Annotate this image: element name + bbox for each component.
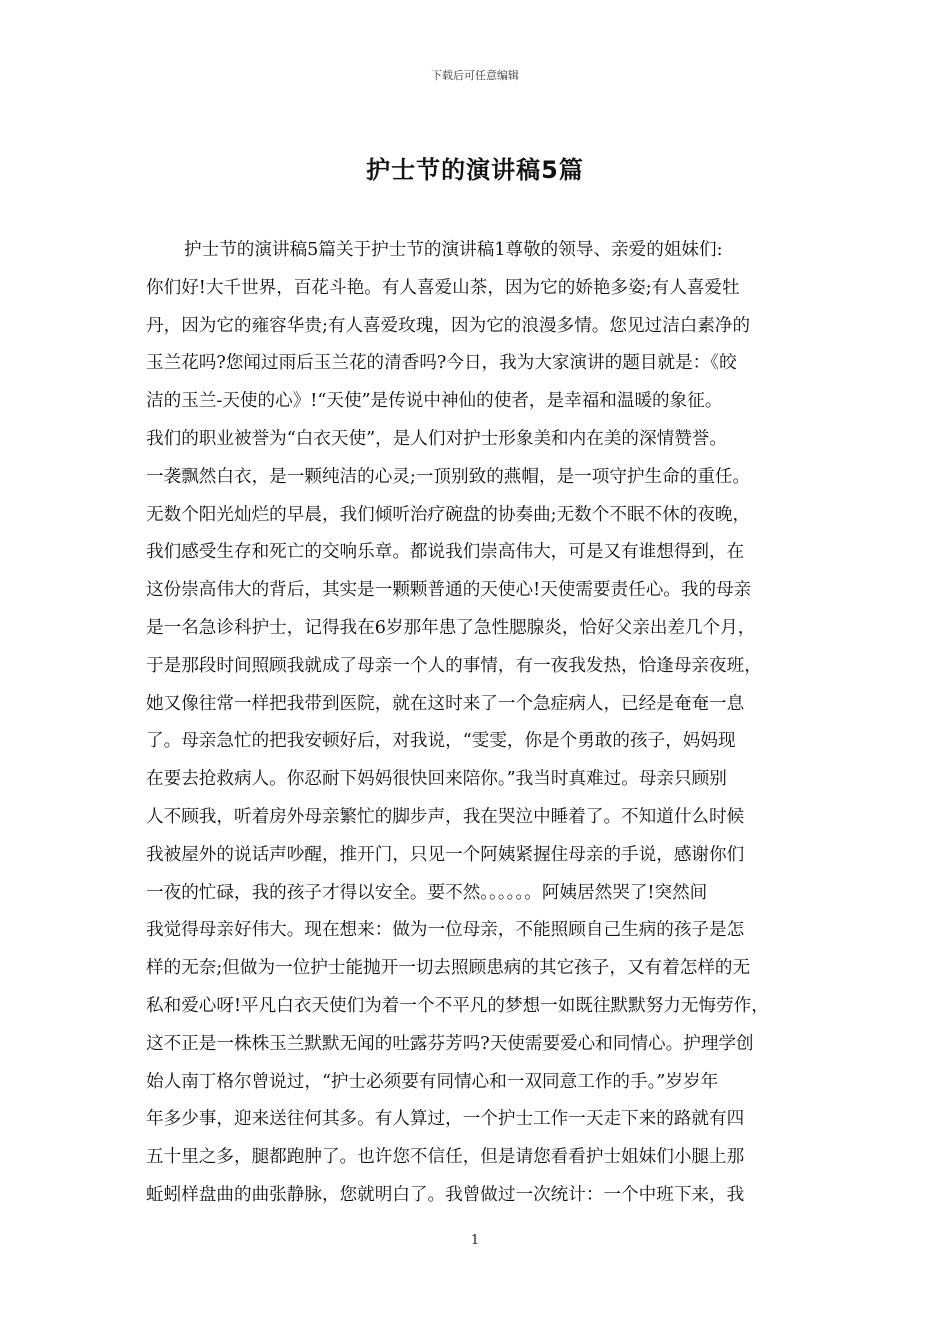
document-title: 护士节的演讲稿5篇	[366, 156, 584, 184]
body-line: 五十里之多，腿都跑肿了。也许您不信任，但是请您看看护士姐妹们小腿上那	[146, 1147, 745, 1168]
body-line: 是一名急诊科护士，记得我在6岁那年患了急性腮腺炎，恰好父亲出差几个月，	[146, 617, 756, 638]
body-line: 无数个阳光灿烂的早晨，我们倾听治疗碗盘的协奏曲;无数个不眠不休的夜晚，	[146, 504, 751, 525]
body-line: 了。母亲急忙的把我安顿好后，对我说，“雯雯，你是个勇敢的孩子，妈妈现	[146, 731, 736, 752]
body-line: 一夜的忙碌，我的孩子才得以安全。要不然。。。。。。阿姨居然哭了!突然间	[146, 882, 708, 903]
body-line: 护士节的演讲稿5篇关于护士节的演讲稿1尊敬的领导、亲爱的姐妹们:	[184, 240, 723, 260]
body-line: 始人南丁格尔曾说过，“护士必须要有同情心和一双同意工作的手。”岁岁年	[146, 1071, 719, 1092]
body-line: 人不顾我，听着房外母亲繁忙的脚步声，我在哭泣中睡着了。不知道什么时候	[146, 806, 745, 827]
header-note: 下载后可任意编辑	[431, 69, 519, 82]
body-line: 我觉得母亲好伟大。现在想来：做为一位母亲，不能照顾自己生病的孩子是怎	[146, 920, 745, 941]
body-line: 丹，因为它的雍容华贵;有人喜爱玫瑰，因为它的浪漫多情。您见过洁白素净的	[146, 315, 751, 336]
body-line: 年多少事，迎来送往何其多。有人算过，一个护士工作一天走下来的路就有四	[146, 1109, 745, 1130]
body-line: 她又像往常一样把我带到医院，就在这时来了一个急症病人，已经是奄奄一息	[146, 693, 745, 714]
body-line: 蚯蚓样盘曲的曲张静脉，您就明白了。我曾做过一次统计：一个中班下来，我	[146, 1184, 745, 1205]
body-text	[146, 232, 806, 1215]
body-line: 我们感受生存和死亡的交响乐章。都说我们崇高伟大，可是又有谁想得到，在	[146, 542, 745, 563]
body-line: 这份崇高伟大的背后，其实是一颗颗普通的天使心!天使需要责任心。我的母亲	[146, 580, 752, 601]
body-line: 洁的玉兰-天使的心》!“天使”是传说中神仙的使者，是幸福和温暖的象征。	[146, 391, 723, 412]
body-line: 玉兰花吗?您闻过雨后玉兰花的清香吗?今日，我为大家演讲的题目就是：《皎	[146, 353, 737, 374]
body-line: 在要去抢救病人。你忍耐下妈妈很快回来陪你。”我当时真难过。母亲只顾别	[146, 769, 727, 790]
page-number: 1	[470, 1233, 480, 1248]
body-line: 于是那段时间照顾我就成了母亲一个人的事情，有一夜我发热，恰逢母亲夜班，	[146, 655, 762, 676]
body-line: 这不正是一株株玉兰默默无闻的吐露芬芳吗?天使需要爱心和同情心。护理学创	[146, 1033, 754, 1054]
body-line: 一袭飘然白衣，是一颗纯洁的心灵;一顶别致的燕帽，是一项守护生命的重任。	[146, 466, 751, 487]
body-line: 我们的职业被誉为“白衣天使”，是人们对护士形象美和内在美的深情赞誉。	[146, 428, 727, 449]
body-line: 我被屋外的说话声吵醒，推开门，只见一个阿姨紧握住母亲的手说，感谢你们	[146, 844, 745, 865]
body-line: 样的无奈;但做为一位护士能抛开一切去照顾患病的其它孩子，又有着怎样的无	[146, 958, 751, 979]
body-line: 私和爱心呀!平凡白衣天使们为着一个不平凡的梦想一如既往默默努力无悔劳作，	[146, 995, 769, 1016]
body-line: 你们好!大千世界，百花斗艳。有人喜爱山茶，因为它的娇艳多姿;有人喜爱牡	[146, 277, 740, 298]
